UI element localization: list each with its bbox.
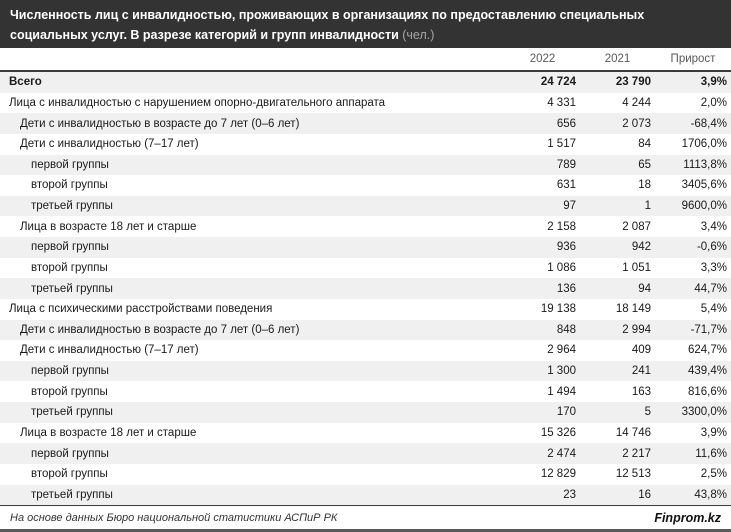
value-2021: 241	[631, 365, 651, 378]
value-2021: 2 217	[622, 447, 651, 460]
row-label: Лица в возрасте 18 лет и старше	[20, 220, 197, 233]
table-row	[0, 278, 731, 299]
row-label: первой группы	[31, 447, 109, 460]
value-2022: 2 474	[547, 447, 576, 460]
value-2021: 5	[644, 406, 651, 419]
value-2022: 12 829	[540, 468, 576, 481]
value-2022: 656	[556, 117, 576, 130]
value-growth: -68,4%	[690, 117, 727, 130]
row-label: Дети с инвалидностью в возрасте до 7 лет (0–6 лет)	[20, 323, 300, 336]
table-row	[0, 196, 731, 217]
row-label: второй группы	[31, 179, 108, 192]
value-growth: -71,7%	[690, 323, 727, 336]
column-header-2021: 2021	[604, 53, 631, 65]
value-2021: 2 087	[622, 220, 651, 233]
value-growth: 1706,0%	[681, 138, 727, 151]
value-2021: 4 244	[622, 96, 651, 109]
row-label: первой группы	[31, 365, 109, 378]
value-2022: 4 331	[547, 96, 576, 109]
value-2021: 12 513	[615, 468, 651, 481]
value-growth: 3405,6%	[681, 179, 727, 192]
table-row	[0, 134, 731, 155]
value-2022: 1 300	[547, 365, 576, 378]
row-label: Лица с психическими расстройствами поведения	[9, 303, 273, 316]
value-2021: 1 051	[622, 261, 651, 274]
value-growth: 43,8%	[694, 488, 727, 501]
value-2021: 16	[638, 488, 651, 501]
row-label: Лица с инвалидностью с нарушением опорно-двигательного аппарата	[9, 96, 386, 109]
table-row	[0, 402, 731, 423]
table-row	[0, 72, 731, 93]
table-row	[0, 361, 731, 382]
value-2022: 2 158	[547, 220, 576, 233]
value-2021: 942	[631, 241, 651, 254]
value-2021: 18 149	[615, 303, 651, 316]
value-2022: 1 494	[547, 385, 576, 398]
value-growth: 3,9%	[700, 426, 727, 439]
value-growth: 816,6%	[687, 385, 727, 398]
value-growth: -0,6%	[696, 241, 727, 254]
value-2021: 94	[638, 282, 651, 295]
table-row	[0, 113, 731, 134]
column-header-row	[0, 48, 731, 72]
value-2021: 23 790	[615, 76, 651, 89]
value-2022: 1 086	[547, 261, 576, 274]
table-row	[0, 443, 731, 464]
value-2021: 84	[638, 138, 651, 151]
table-row	[0, 258, 731, 279]
value-2021: 409	[631, 344, 651, 357]
table-row	[0, 381, 731, 402]
value-2022: 136	[556, 282, 576, 295]
table-row	[0, 464, 731, 485]
title-bar	[0, 0, 731, 48]
row-label: Дети с инвалидностью в возрасте до 7 лет (0–6 лет)	[20, 117, 300, 130]
row-label: второй группы	[31, 468, 108, 481]
row-label: Дети с инвалидностью (7–17 лет)	[20, 344, 199, 357]
table-row	[0, 423, 731, 444]
column-header-2022: 2022	[529, 53, 556, 65]
row-label: третьей группы	[31, 406, 113, 419]
value-2022: 2 964	[547, 344, 576, 357]
table-row	[0, 175, 731, 196]
value-growth: 11,6%	[695, 447, 727, 460]
row-label: второй группы	[31, 385, 108, 398]
row-label: первой группы	[31, 241, 109, 254]
data-source-note: На основе данных Бюро национальной статистики АСПиР РК	[10, 511, 338, 524]
row-label: третьей группы	[31, 282, 113, 295]
value-2022: 631	[556, 179, 576, 192]
value-growth: 2,0%	[700, 96, 727, 109]
table-row	[0, 216, 731, 237]
table-row	[0, 155, 731, 176]
table-row	[0, 237, 731, 258]
row-label: третьей группы	[31, 200, 113, 213]
page-title: Численность лиц с инвалидностью, проживающих в организациях по предоставлению специальных социальных услуг. В разрезе категорий и групп инвалидности	[10, 8, 645, 42]
value-2022: 936	[556, 241, 576, 254]
brand-logo: Finprom.kz	[654, 510, 721, 525]
value-2021: 1	[644, 200, 651, 213]
value-growth: 3,3%	[700, 261, 727, 274]
value-2021: 18	[638, 179, 651, 192]
value-growth: 5,4%	[700, 303, 727, 316]
value-2022: 19 138	[540, 303, 576, 316]
value-2021: 2 073	[622, 117, 651, 130]
table-row	[0, 93, 731, 114]
value-2021: 2 994	[622, 323, 651, 336]
value-growth: 3,4%	[700, 220, 727, 233]
value-2022: 170	[556, 406, 576, 419]
value-growth: 3,9%	[700, 76, 727, 89]
value-2021: 65	[638, 158, 651, 171]
table-body	[0, 72, 731, 505]
table-row	[0, 299, 731, 320]
footer-bar	[0, 505, 731, 532]
row-label: третьей группы	[31, 488, 113, 501]
value-2022: 1 517	[547, 138, 576, 151]
column-header-growth: Прирост	[670, 53, 716, 65]
value-growth: 9600,0%	[681, 200, 727, 213]
table-row	[0, 485, 731, 506]
value-2022: 97	[563, 200, 576, 213]
value-2021: 14 746	[615, 426, 651, 439]
value-2022: 24 724	[540, 76, 576, 89]
row-label: Лица в возрасте 18 лет и старше	[20, 426, 197, 439]
value-growth: 44,7%	[694, 282, 727, 295]
row-label: первой группы	[31, 158, 109, 171]
value-growth: 3300,0%	[681, 406, 727, 419]
value-growth: 439,4%	[687, 365, 727, 378]
table-row	[0, 320, 731, 341]
row-label: Всего	[9, 76, 42, 89]
value-2022: 15 326	[540, 426, 576, 439]
value-growth: 1113,8%	[683, 158, 727, 171]
value-growth: 2,5%	[700, 468, 727, 481]
value-2022: 23	[563, 488, 576, 501]
value-2021: 163	[631, 385, 651, 398]
table-row	[0, 340, 731, 361]
value-growth: 624,7%	[687, 344, 727, 357]
page-title-unit: (чел.)	[398, 28, 435, 42]
row-label: второй группы	[31, 261, 108, 274]
value-2022: 848	[556, 323, 576, 336]
row-label: Дети с инвалидностью (7–17 лет)	[20, 138, 199, 151]
value-2022: 789	[556, 158, 576, 171]
